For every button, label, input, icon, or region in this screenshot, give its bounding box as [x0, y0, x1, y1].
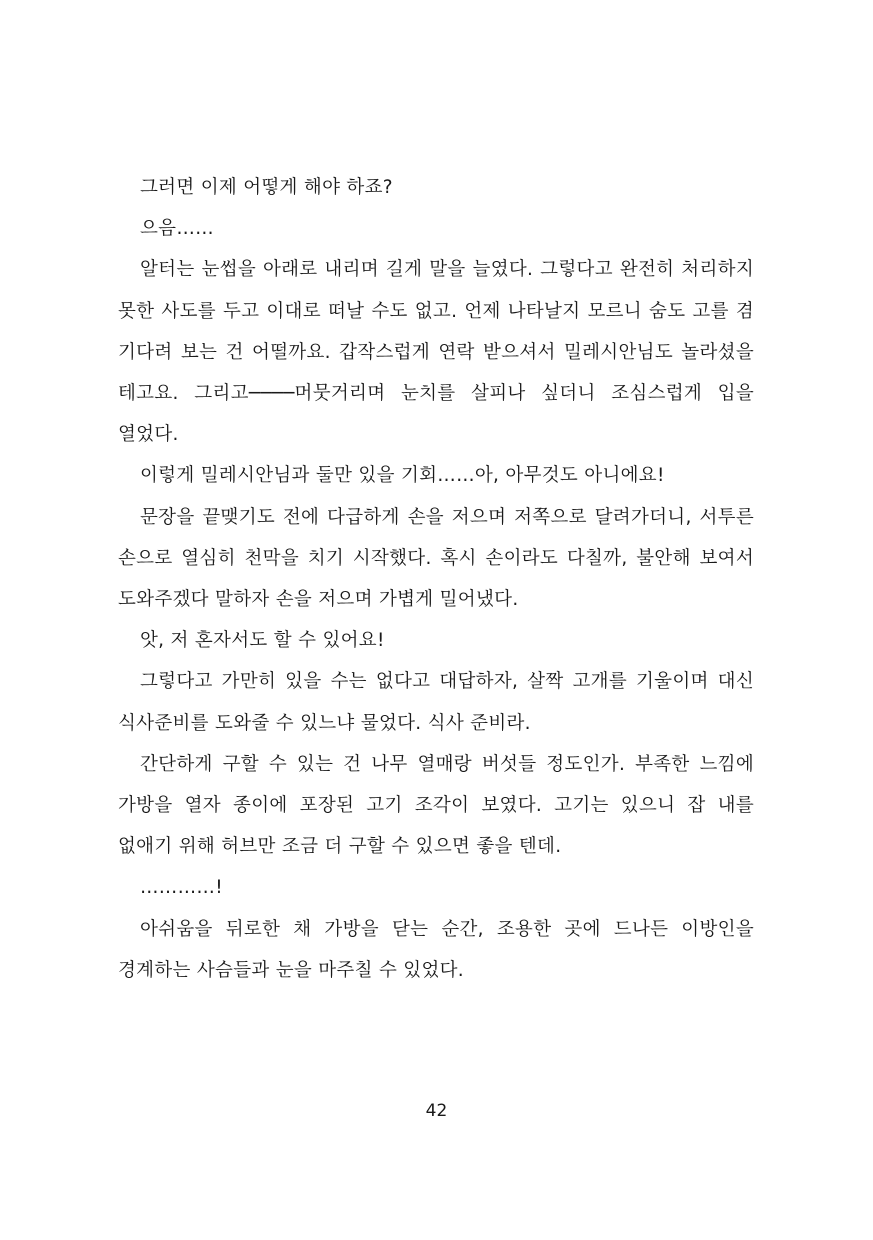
paragraph: 간단하게 구할 수 있는 건 나무 열매랑 버섯들 정도인가. 부족한 느낌에 가방을 열자 종이에 포장된 고기 조각이 보였다. 고기는 있으니 잡 내를 없애기 위해 허브만 조금 더 구할 수 있으면 좋을 텐데. [118, 753, 754, 858]
paragraph: …………! [140, 877, 223, 899]
paragraph: 그러면 이제 어떻게 해야 하죠? [140, 177, 393, 198]
paragraph: 문장을 끝맺기도 전에 다급하게 손을 저으며 저쪽으로 달려가더니, 서투른 손으로 열심히 천막을 치기 시작했다. 혹시 손이라도 다칠까, 불안해 보여서 도와주겠다 말하자 손을 저으며 가볍게 밀어냈다. [118, 506, 754, 611]
paragraph: 알터는 눈썹을 아래로 내리며 길게 말을 늘였다. 그렇다고 완전히 처리하지 못한 사도를 두고 이대로 떠날 수도 없고. 언제 나타날지 모르니 숨도 고를 겸 기다려 보는 건 어떨까요. 갑작스럽게 연락 받으셔서 밀레시안님도 놀라셨을 테고요. 그리고────머뭇거리며 눈치를 살피나 싶더니 조심스럽게 입을 열었다. [118, 259, 754, 446]
paragraph: 으음…… [140, 218, 214, 240]
body-text [118, 167, 754, 991]
paragraph: 아쉬움을 뒤로한 채 가방을 닫는 순간, 조용한 곳에 드나든 이방인을 경계하는 사슴들과 눈을 마주칠 수 있었다. [118, 918, 754, 981]
paragraph: 앗, 저 혼자서도 할 수 있어요! [140, 630, 385, 652]
page-number: 42 [425, 1101, 448, 1121]
paragraph: 그렇다고 가만히 있을 수는 없다고 대답하자, 살짝 고개를 기울이며 대신 식사준비를 도와줄 수 있느냐 물었다. 식사 준비라. [118, 671, 754, 734]
paragraph: 이렇게 밀레시안님과 둘만 있을 기회……아, 아무것도 아니에요! [140, 465, 665, 487]
